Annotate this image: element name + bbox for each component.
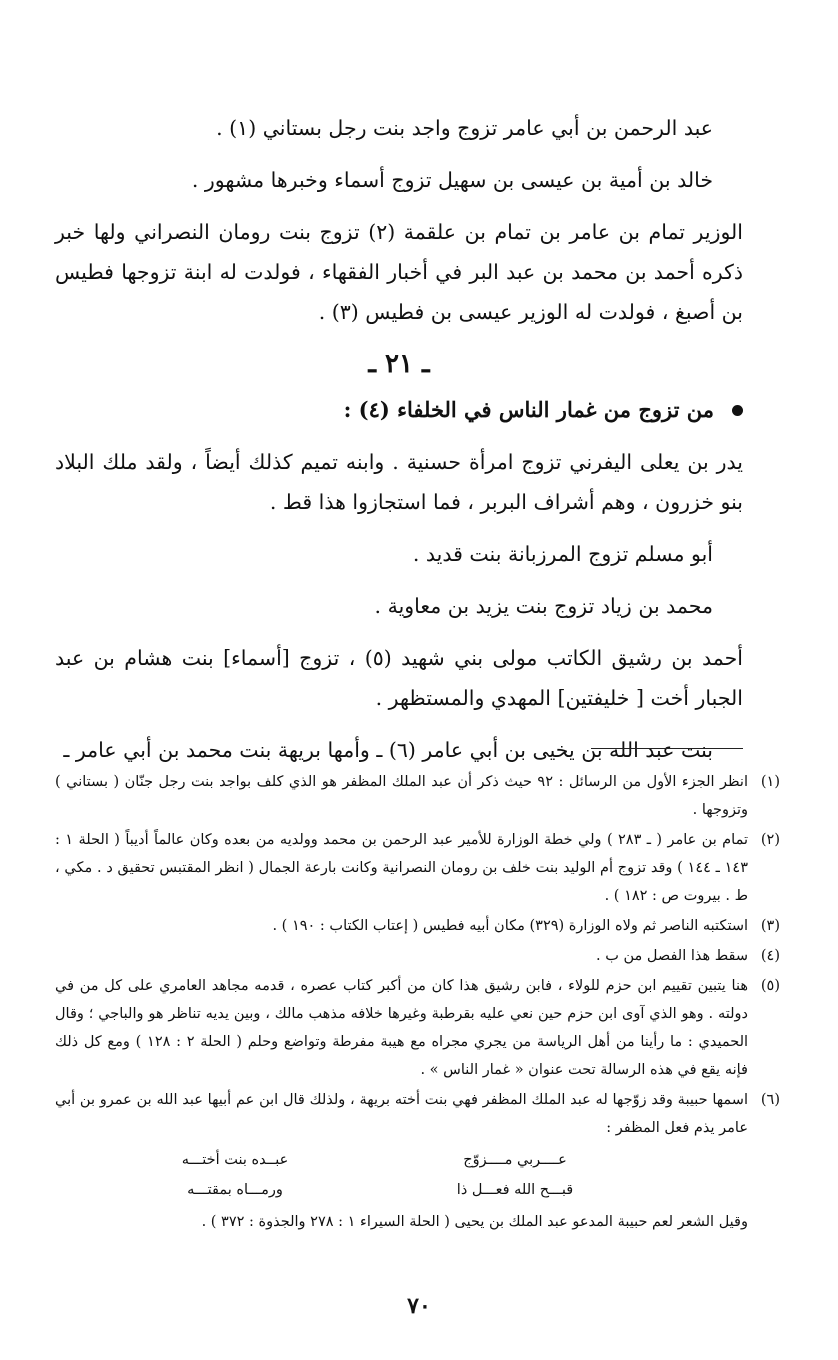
poem-hemistich: عــــربي مــــزوّج (463, 1152, 567, 1168)
footnote-text: هنا يتبين تقييم ابن حزم للولاء ، فابن رشيق هذا كان من أكبر كتاب عصره ، قدمه مجاهد العامري على كل من في دولته . وهو الذي آوى ابن حزم حين نعي عليه بقرطبة وغيرها خلافه مذهب مالك ، وبين يديه تناظر هو والباجي ؛ وقال الحميدي : ما رأينا من أهل الرياسة من يجري مجراه مع هيبة مفرطة وتواضع وحلم ( الحلة ٢ : ١٢٨ ) ومع كل ذلك فإنه يقع في هذه الرسالة تحت عنوان « غمار الناس » . (55, 978, 749, 1078)
poem-hemistich: قبـــح الله فعـــل ذا (456, 1182, 574, 1198)
poem-hemistich: ورمـــاه بمقتـــه (187, 1182, 283, 1198)
paragraph-2: خالد بن أمية بن عيسى بن سهيل تزوج أسماء وخبرها مشهور . (191, 168, 713, 192)
paragraph-7: أحمد بن رشيق الكاتب مولى بني شهيد (٥) ، تزوج [أسماء] بنت هشام بن عبد الجبار أخت [ خليفتين] المهدي والمستظهر . (55, 646, 744, 710)
main-text (55, 108, 743, 782)
footnote-text: اسمها حبيبة وقد زوّجها له عبد الملك المظفر فهي بنت أخته بريهة ، ولذلك قال ابن عم أبيها عبد الله بن عمرو بن أبي عامر يذم فعل المظفر : (55, 1092, 748, 1136)
footnote-number: (٤) (760, 948, 780, 964)
paragraph-4: يدر بن يعلى اليفرني تزوج امرأة حسنية . وابنه تميم كذلك أيضاً ، ولقد ملك البلاد بنو خزرون ، وهم أشراف البربر ، فما استجازوا هذا قط . (55, 450, 743, 514)
footnote-text: تمام بن عامر ( ـ ٢٨٣ ) ولي خطة الوزارة للأمير عبد الرحمن بن محمد وولديه من بعده وكان عالماً أديباً ( الحلة ١ : ١٤٣ ـ ١٤٤ ) وقد تزوج أم الوليد بنت خلف بن رومان النصرانية وكانت بارعة الجمال ( انظر المقتبس تحقيق د . مكي ، ط . بيروت ص : ١٨٢ ) . (55, 832, 748, 904)
section-number: ـ ٢١ ـ (368, 349, 430, 379)
footnotes (55, 768, 780, 1238)
footnote (55, 768, 780, 824)
footnote-text: انظر الجزء الأول من الرسائل : ٩٢ حيث ذكر أن عبد الملك المظفر هو الذي كلف بواجد بنت رجل جنّان ( بستاني ) وتزوجها . (55, 774, 748, 818)
section-title-row (55, 390, 743, 430)
section-title: من تزوج من غمار الناس في الخلفاء (٤) : (343, 397, 714, 422)
footnote (55, 942, 780, 970)
footnote-number: (٦) (760, 1092, 780, 1108)
footnote (55, 1086, 780, 1142)
footnote-number: (٥) (760, 978, 780, 994)
footnote (55, 972, 780, 1084)
footnote (55, 912, 780, 940)
footnote-number: (٢) (760, 832, 780, 848)
footnote-closing (55, 1208, 780, 1236)
footnote-number: (١) (760, 774, 780, 790)
bullet-icon (732, 405, 743, 416)
paragraph-3: الوزير تمام بن عامر بن تمام بن علقمة (٢) تزوج بنت رومان النصراني ولها خبر ذكره أحمد بن محمد بن عبد البر في أخبار الفقهاء ، فولدت له ابنة تزوجها فطيس بن أصبغ ، فولدت له الوزير عيسى بن فطيس (٣) . (55, 220, 743, 324)
footnote (55, 826, 780, 910)
final-note-text: وقيل الشعر لعم حبيبة المدعو عبد الملك بن يحيى ( الحلة السيراء ١ : ٢٧٨ والجذوة : ٣٧٢ ) . (201, 1214, 748, 1230)
footnote-separator (591, 748, 743, 749)
page-number: ٧٠ (407, 1293, 431, 1319)
paragraph-8: بنت عبد الله بن يخيى بن أبي عامر (٦) ـ وأمها بريهة بنت محمد بن أبي عامر ـ (63, 738, 713, 762)
poem-hemistich: عبــده بنت أختـــه (181, 1152, 289, 1168)
footnote-number: (٣) (760, 918, 780, 934)
paragraph-6: محمد بن زياد تزوج بنت يزيد بن معاوية . (374, 594, 713, 618)
footnote-number-blank (748, 1208, 780, 1236)
footnote-text: استكتبه الناصر ثم ولاه الوزارة (٣٢٩) مكان أبيه فطيس ( إعتاب الكتاب : ١٩٠ ) . (272, 918, 748, 934)
paragraph-5: أبو مسلم تزوج المرزبانة بنت قديد . (412, 542, 713, 566)
paragraph-1: عبد الرحمن بن أبي عامر تزوج واجد بنت رجل بستاني (١) . (216, 116, 713, 140)
footnote-text: سقط هذا الفصل من ب . (596, 948, 748, 964)
poem-verses (115, 1146, 635, 1204)
